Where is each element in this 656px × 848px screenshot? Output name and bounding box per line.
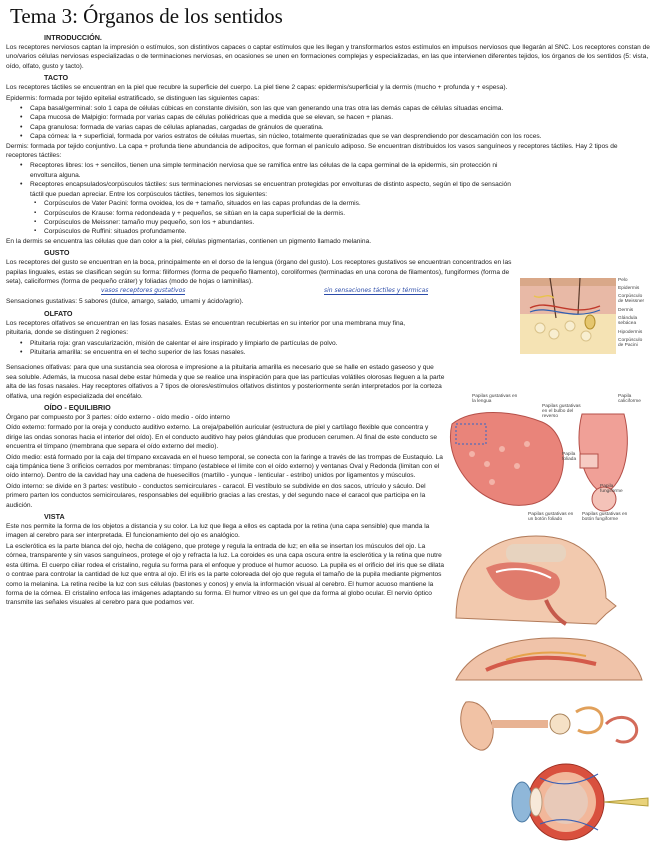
tacto-heading: TACTO [44, 73, 69, 83]
intro-heading: INTRODUCCIÓN. [44, 33, 102, 42]
olfato-heading: OLFATO [44, 308, 73, 318]
figure-label: Papilas gustativas en botón fungiforme [582, 512, 628, 522]
figure-label: Papilas gustativas en el bulbo del reverso [542, 404, 581, 419]
pituitaria-list [6, 339, 455, 358]
head-diagram-svg [446, 528, 650, 628]
figure-label: Papila fungiforme [600, 484, 623, 494]
tacto-p3: Dermis: formada por tejido conjuntivo. La capa + profunda tiene abundancia de adipocitos, que forman el panículo adiposo. Se encuentran distribuidos los vasos sanguíneos y receptores táctiles. Hay 2 tipos de receptores táctiles: [6, 142, 618, 160]
gusto-p1: Los receptores del gusto se encuentran en la boca, principalmente en el dorso de la lengua (órgano del gusto). Los receptores gustativos se encuentran concentrados en las papilas linguales, estas se clasifican según su forma: filiformes (forma de pequeño filamento), coroliformes (terminadas en una corona de filamentos), fungiformes (forma de seta), caliciformes (forma de pequeño cráter) y foliadas (modo de hojas o laminillas). [6, 259, 512, 285]
oido-p2: Oído externo: formado por la oreja y conducto auditivo externo. La oreja/pabellón auricular (estructura de piel y cartílago flexible que concentra y dirige las ondas sonoras hacia el interior del oído). En el conducto auditivo hay pelos glándulas que producen cerumen. Al final de este conducto se encuentra el tímpano (membrana que separa el oído externo del medio). [6, 424, 438, 451]
list-item: ▪ Corpúsculos de Vater Pacini: forma ovoidea, los de + tamaño, situados en las capas profundas de la dermis. [44, 199, 514, 208]
list-item: ▪ Corpúsculos de Meissner: tamaño muy pequeño, son los + abundantes. [44, 218, 514, 227]
list-item: • Capa granulosa: formada de varias capas de células aplanadas, cargadas de gránulos de queratina. [30, 123, 650, 132]
tacto-p4: En la dermis se encuentra las células que dan color a la piel, células pigmentarias, contienen un pigmento llamado melanina. [6, 237, 372, 245]
olfato-p2: Sensaciones olfativas: para que una sustancia sea olorosa e impresione a la pituitaria amarilla es necesario que se halle en estado gaseoso y que sea soluble. Además, la mucosa nasal debe estar húmeda y que se realice una inspiración para que las partículas volátiles olorosas lleguen a la parte alta de las fosas nasales. Hay receptores olfativos a 7 tipos de olores/estímulos olfativos distintos y posteriormente serán interpretados por la corteza olfativa, una región especializada del encéfalo. [6, 364, 445, 400]
tongue-diagram [432, 394, 650, 524]
figure-label: Epidermis [618, 286, 640, 291]
oido-p4: Oído interno: se divide en 3 partes: vestíbulo - conductos semicirculares - caracol. El vestíbulo se subdivide en dos sacos, utrículo y sáculo. Del primero parten los conductos semicirculares, responsables del equilibrio gracias a las crestas, y del segundo nace el caracol que participa en la audición. [6, 482, 426, 509]
list-item: • Pituitaria roja: gran vascularización, misión de calentar el aire inspirado y limpiarlo de partículas de polvo. [30, 339, 455, 348]
figure-label: Papila foliada [562, 452, 577, 462]
oido-p3: Oído medio: está formado por la caja del tímpano excavada en el hueso temporal, se conecta con la faringe a través de las trompas de Eustaquio. La caja timpánica tiene 3 orificios cerrados por membranas: tímpano (establece el límite con el oído externo) y ventanas Oval y Redonda (limitan con el oído interno). Dentro de la cavidad hay una cadena de huesecillos (martillo - yunque - lenticular - estribo) unidos por ligamentos y músculos. [6, 453, 443, 480]
list-item: ▪ Corpúsculos de Ruffini: situados profundamente. [44, 227, 514, 236]
figure-label: Corpúsculo de Pacini [618, 338, 643, 348]
receptors-block [6, 161, 514, 246]
vista-p1: Este nos permite la forma de los objetos a distancia y su color. La luz que llega a ellos es captada por la retina (una capa sensible) que manda la imagen al cerebro para ser interpretada. El funcionamiento del ojo es analógico. [6, 523, 430, 540]
eye-diagram [470, 758, 650, 842]
figure-label: Papilas gustativas en un botón foliado [528, 512, 574, 522]
vista-heading: VISTA [44, 512, 65, 522]
receptor-list [6, 161, 514, 236]
list-item: • Capa mucosa de Malpigio: formada por varias capas de células poliédricas que a medida que se elevan, se hacen + planas. [30, 113, 650, 122]
list-item: • Capa córnea: la + superficial, formada por varios estratos de células muertas, sin núcleo, totalmente queratinizadas que se van desprendiendo por descamación con los roces. [30, 132, 650, 141]
ear-diagram [456, 694, 650, 756]
page-title: Tema 3: Órganos de los sentidos [10, 4, 283, 28]
list-item: • Receptores libres: los + sencillos, tienen una simple terminación nerviosa que se ramifica entre las células de la capa germinal de la epidermis, sin protección ni envoltura alguna. [30, 161, 514, 180]
olfato-p1: Los receptores olfativos se encuentran en las fosas nasales. Estas se encuentran recubiertas en su interior por una membrana muy fina, pituitaria, donde se distinguen 2 regiones: [6, 319, 406, 337]
gusto-p2: Sensaciones gustativas: 5 sabores (dulce, amargo, salado, umami y ácido/agrio). [6, 298, 244, 306]
tacto-p1: Los receptores táctiles se encuentran en la piel que recubre la superficie del cuerpo. La piel tiene 2 capas: epidermis/superficial y la dermis (mucho + profunda y + espesa). [6, 84, 508, 92]
oido-heading: OÍDO - EQUILIBRIO [44, 403, 111, 412]
tongue-diagram-svg [432, 394, 650, 524]
epidermis-layers [6, 104, 650, 142]
skin-diagram [520, 278, 648, 354]
tacto-p2: Epidermis: formada por tejido epitelial estratificado, se distinguen las siguientes capas: [6, 94, 260, 102]
figure-label: Hipodermis [618, 330, 643, 335]
figure-label: Corpúsculo de Meissner [618, 294, 645, 304]
vista-p2: La esclerótica es la parte blanca del ojo, hecha de colágeno, que protege y regula la entrada de luz; en ella se insertan los músculos del ojo. La córnea, transparente y sin vasos sanguíneos, protege el ojo y refracta la luz. La coroides es una capa oscura entre la esclerótica y la retina que nutre esta última. El cuerpo ciliar rodea el cristalino, regula su forma para el enfoque y produce el humor acuoso. La pupila es el orificio del iris que se dilata o contrae para controlar la cantidad de luz que entra al ojo. El iris es la parte coloreada del ojo que regula el tamaño de la pupila mediante pigmentos como la melanina. La retina recibe la luz con sus células (bastones y conos) y envía la información visual al cerebro. El humor acuoso mantiene la forma de la córnea. El cristalino enfoca las imágenes adaptando su forma. El humor vítreo es un gel que da forma al globo ocular. El nervio óptico transmite las señales visuales al cerebro para que podamos ver. [6, 542, 444, 607]
eye-diagram-svg [470, 758, 650, 842]
handwritten-note: vasos receptores gustativos [101, 287, 186, 295]
figure-label: Dermis [618, 308, 634, 313]
figure-label: Glándula sebácea [618, 316, 638, 326]
handwritten-note: sin sensaciones táctiles y térmicas [324, 287, 429, 295]
list-item: • Capa basal/germinal: solo 1 capa de células cúbicas en constante división, son las que van generando una tras otra las demás capas de células situadas encima. [30, 104, 650, 113]
head-diagram [446, 528, 650, 628]
oido-p1: Órgano par compuesto por 3 partes: oído externo - oído medio - oído interno [6, 414, 230, 421]
figure-label: Pelo [618, 278, 628, 283]
nose-diagram [446, 630, 650, 690]
corpuscle-list [30, 199, 514, 237]
gusto-heading: GUSTO [44, 248, 70, 258]
intro-text: Los receptores nerviosos captan la impresión o estímulos, son distintivos capaces o captar estímulos que les llegan y transformarlos estos estímulos en impulsos nerviosos que llegarán al SNC. Los receptores constan de uno/varios células nerviosas especializadas o de terminaciones nerviosas, en ocasiones se unen en formaciones complejas y especializadas, en las que intervienen diferentes tejidos, los órganos de los sentidos (5: vista, oído, olfato, gusto y tacto). [6, 44, 650, 70]
ear-diagram-svg [456, 694, 650, 756]
figure-label: Papilas gustativas en la lengua [472, 394, 518, 404]
handwritten-notes [6, 287, 514, 297]
list-item: • Pituitaria amarilla: se encuentra en el techo superior de las fosas nasales. [30, 348, 455, 357]
list-item: • Receptores encapsulados/corpúsculos táctiles: sus terminaciones nerviosas se encuentran protegidas por envolturas de distinto aspecto, según el tipo de sensación táctil que puedan apreciar. Entre los corpúsculos táctiles, tenemos los siguientes: [30, 180, 514, 199]
nose-diagram-svg [446, 630, 650, 690]
list-item: ▪ Corpúsculos de Krause: forma redondeada y + pequeños, se sitúan en la capa superficial de la dermis. [44, 209, 514, 218]
figure-label: Papila caliciforme [618, 394, 641, 404]
